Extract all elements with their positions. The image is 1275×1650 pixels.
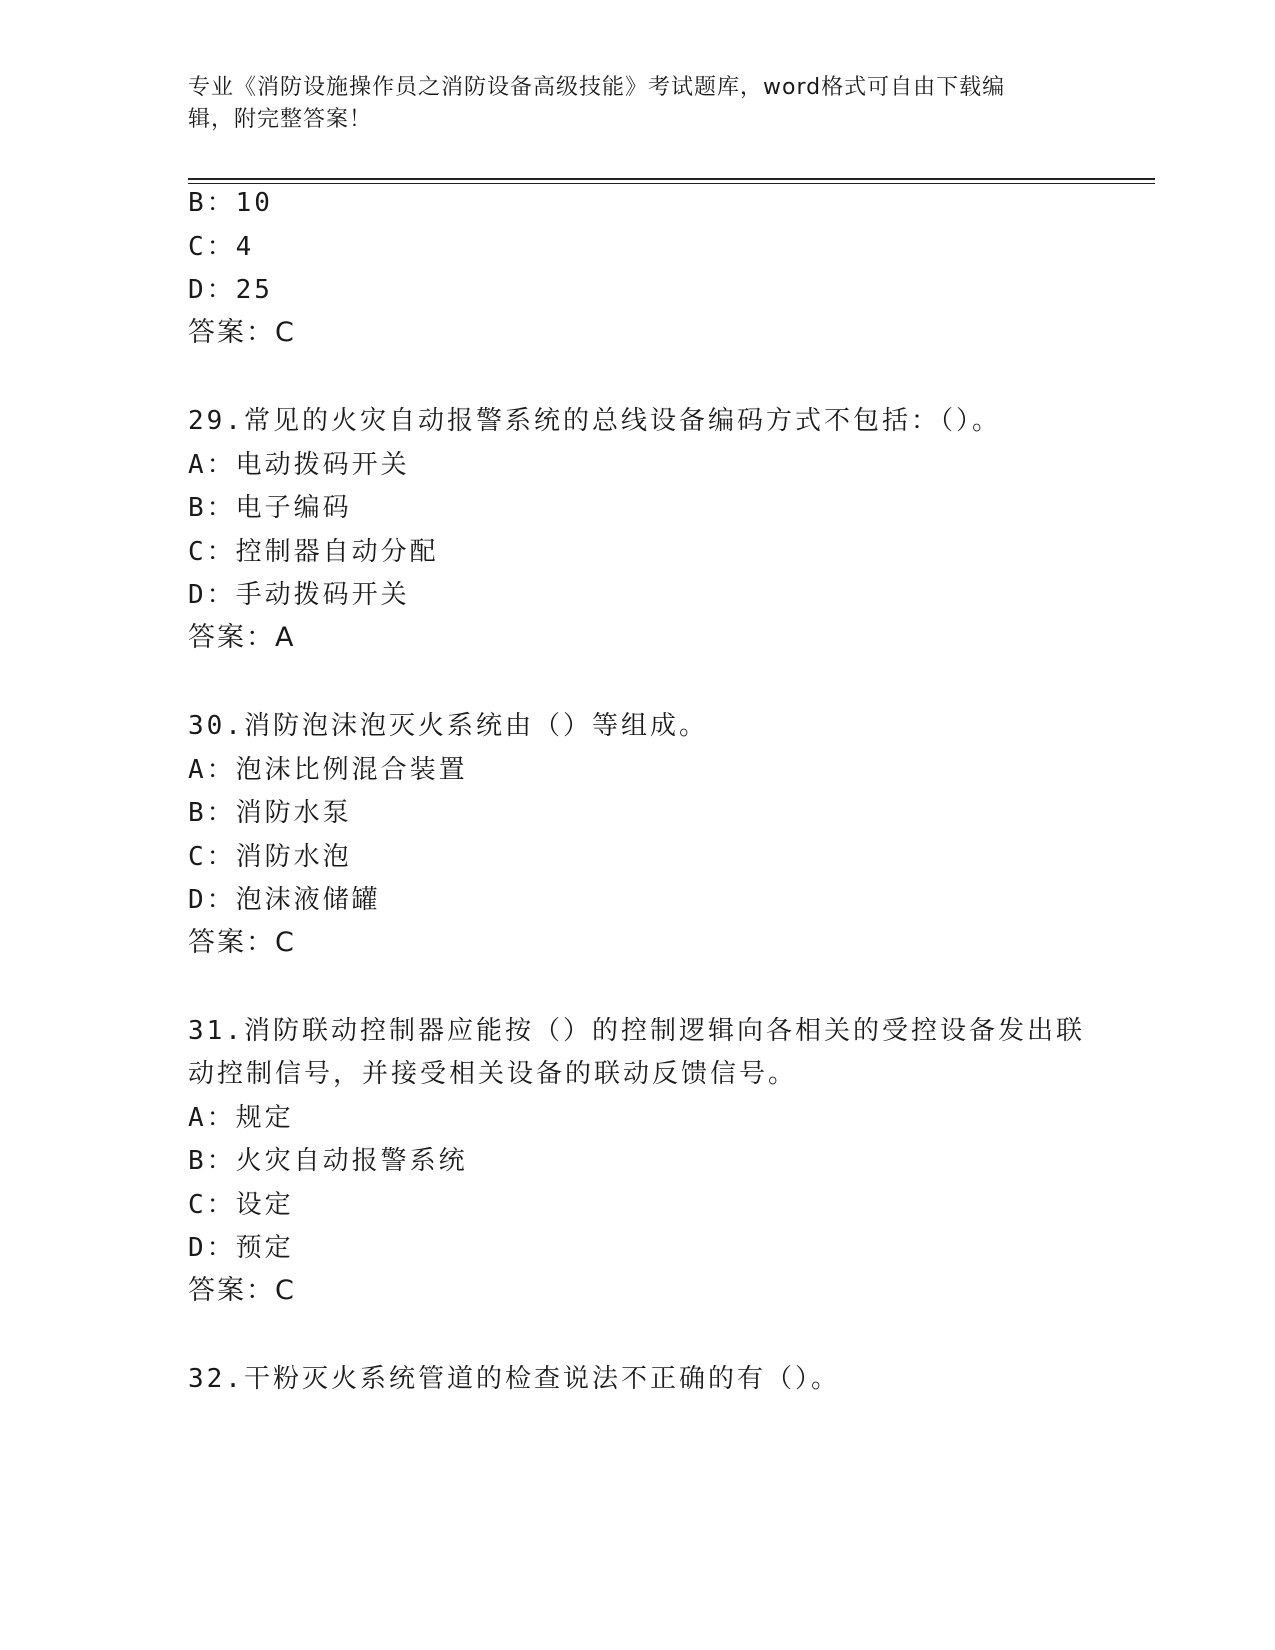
q28-option-d: D：25 — [188, 275, 273, 305]
q32-stem: 32.干粉灭火系统管道的检查说法不正确的有（）。 — [188, 1364, 840, 1394]
header-rule-thin — [188, 183, 1155, 184]
q31-stem-line-2: 动控制信号，并接受相关设备的联动反馈信号。 — [188, 1059, 798, 1089]
q31-option-c: C：设定 — [188, 1190, 294, 1220]
q29-option-c: C：控制器自动分配 — [188, 537, 439, 567]
q30-stem: 30.消防泡沫泡灭火系统由（）等组成。 — [188, 711, 708, 741]
q30-option-d: D：泡沫液储罐 — [188, 885, 381, 915]
header-line-2: 辑，附完整答案！ — [188, 107, 373, 132]
document-header — [188, 72, 1068, 136]
header-rule-thick — [188, 178, 1155, 180]
q30-option-c: C：消防水泡 — [188, 842, 352, 872]
q29-option-d: D：手动拨码开关 — [188, 580, 410, 610]
q29-option-b: B：电子编码 — [188, 493, 352, 523]
header-line-1: 专业《消防设施操作员之消防设备高级技能》考试题库，word格式可自由下载编 — [188, 75, 1006, 100]
q31-option-b: B：火灾自动报警系统 — [188, 1146, 468, 1176]
q30-answer: 答案：C — [188, 927, 296, 958]
q31-stem-line-1: 31.消防联动控制器应能按（）的控制逻辑向各相关的受控设备发出联 — [188, 1016, 1085, 1046]
q28-option-c: C：4 — [188, 232, 255, 262]
q31-answer: 答案：C — [188, 1275, 296, 1306]
q31-option-a: A：规定 — [188, 1103, 294, 1133]
q30-option-a: A：泡沫比例混合装置 — [188, 755, 468, 785]
q30-option-b: B：消防水泵 — [188, 798, 352, 828]
q28-option-b: B：10 — [188, 188, 273, 218]
q28-answer: 答案：C — [188, 317, 296, 348]
q29-option-a: A：电动拨码开关 — [188, 450, 410, 480]
q29-stem: 29.常见的火灾自动报警系统的总线设备编码方式不包括：（）。 — [188, 406, 1001, 436]
q29-answer: 答案：A — [188, 622, 296, 653]
q31-option-d: D：预定 — [188, 1233, 294, 1263]
